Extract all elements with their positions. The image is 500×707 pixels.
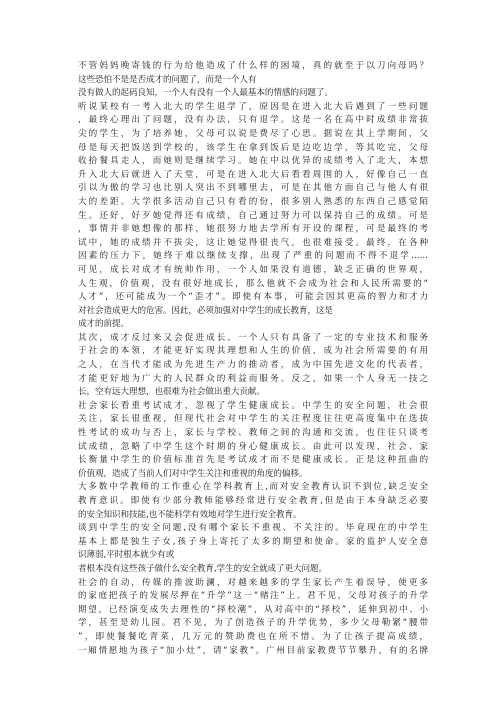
- text-line: 之人，在当代才能成为先进生产力的推动者，成为中国先进文化的代表者，: [78, 360, 428, 371]
- text-line: 不管妈妈晚寄钱的行为给他造成了什么样的困境，真的就至于以刀向母吗？: [78, 61, 428, 71]
- text-line: 价值观，造成了当前人们对中学生关注和重视的角度的偏移。: [78, 468, 308, 479]
- document-page: [78, 60, 428, 658]
- text-line: ，事情并非她想像的那样，她很努力地去学所有开设的课程，可是最终的考: [78, 224, 428, 235]
- text-line: 大多数中学教师的工作重心在学科教育上,而对安全教育认识不到位,缺乏安全: [78, 482, 428, 493]
- text-line: 听说某校有一考入北大的学生退学了，原因是在进入北大后遇到了一些问题: [78, 101, 428, 112]
- text-line: 因素的压力下，她终于难以继续支撑，出现了严重的问题而不得不退学……: [78, 251, 428, 262]
- text-line: ”，即使餐餐吃青菜，几万元的赞助费也在所不惜。为了让孩子提高成绩，: [78, 631, 428, 642]
- text-line: 教育意识。即使有少部分教师能够经常进行安全教育,但是由于本身缺乏必要: [78, 496, 428, 506]
- text-line: 的家庭把孩子的发展尽押在“升学”这一“赌注”上。君不见，父母对孩子的升学: [78, 591, 428, 602]
- text-line: 收拾餐具走人，而她则是继续学习。她在中以优异的成绩考入了北大，本想: [78, 156, 428, 167]
- text-line: 大的差距。大学很多活动自己只有看的份，很多别人熟悉的东西自己感觉陌: [78, 196, 428, 207]
- text-line: ，最终心理出了问题，没有办法，只有退学。这是一名在高中时成绩非常拔: [78, 115, 428, 126]
- text-line: 期望，已经演变成失去理性的“择校潮”，从对高中的“择校”，延伸到初中、小: [78, 604, 428, 615]
- text-line: 其次，成才反过来又会促进成长。一个人只有具备了一定的专业技术和服务: [78, 332, 428, 343]
- text-line: 成才的前提。: [78, 319, 129, 330]
- text-line: 没有做人的起码良知，一个人有没有一个人最基本的情感的问题了。: [78, 88, 333, 99]
- text-line: 升入北大后就进入了天堂，可是在进入北大后看看周围的人，好像自己一直: [78, 169, 428, 180]
- text-line: 社会家长看重考试成才，忽视了学生健康成长。中学生的安全问题，社会很: [78, 400, 428, 411]
- text-line: 试中，她的成绩并不拔尖，这让她觉得很丧气，也很难接受。最终，在各种: [78, 237, 428, 248]
- text-line: 可见，成长对成才有统帅作用，一个人如果没有道德，缺乏正确的世界观，: [78, 264, 428, 275]
- text-line: 引以为傲的学习也比别人突出不到哪里去，可是在其他方面自己与他人有很: [78, 183, 428, 194]
- text-line: 于社会的本领，才能更好实现其理想和人生的价值，成为社会所需要的有用: [78, 346, 428, 357]
- text-line: 性考试的成功与否上，家长与学校、教师之间的沟通和交流，也往往只谈考: [78, 428, 428, 439]
- text-line: 的安全知识和技能,也不能科学有效地对学生进行安全教育。: [78, 509, 302, 520]
- text-line: 尖的学生，为了培养她，父母可以说是费尽了心思。据说在其上学期间，父: [78, 128, 428, 139]
- text-line: 对社会造成更大的危害。因此，必须加强对中学生的成长教育，这是: [78, 305, 333, 316]
- text-line: 识薄弱,平时根本就少有或: [78, 550, 175, 561]
- text-line: 试成绩，忽略了中学生这个时期的身心健康成长。由此可以发现，社会、家: [78, 441, 428, 452]
- text-line: 才能更好地为广大的人民群众的利益而服务。反之，如果一个人身无一技之: [78, 373, 428, 384]
- text-line: 人生观，价值观，没有很好地成长，那么他就不会成为社会和人民所需要的“: [78, 278, 428, 289]
- text-line: 谈到中学生的安全问题,没有哪个家长不重视、不关注的。毕竟现在的中学生: [78, 523, 428, 534]
- text-line: 这些恐怕不是是否成才的问题了，而是一个人有: [78, 74, 257, 85]
- text-line: 关注，家长很重视，但现代社会对中学生的关注程度往往更高度集中在选拔: [78, 414, 428, 425]
- text-line: 一厢情愿地为孩子“加小灶”，请“家教”。广州目前家教费节节攀升，有的名牌: [78, 645, 428, 656]
- text-line: 社会的自动，传媒的推波助澜，对越来越多的学生家长产生着误导，使更多: [78, 577, 428, 588]
- text-line: 母是每天把饭送到学校的，该学生在拿到饭后是边吃边学，等其吃完，父母: [78, 142, 428, 153]
- text-line: 生。还好，好歹她觉得还有成绩，自己通过努力可以保持自己的成绩。可是: [78, 210, 428, 221]
- text-line: 者根本没有这些孩子做什么安全教育,学生的安全就成了更大问题。: [78, 563, 327, 574]
- text-line: 学，甚至是幼儿园。君不见，为了创造孩子的升学优势，多少父母勒紧“腰带: [78, 618, 428, 629]
- text-line: 人才”，还可能成为一个“歪才”。即使有本事，可能会因其更高的智力和才力: [78, 292, 428, 303]
- text-line: 基本上都是独生子女,孩子身上寄托了太多的期望和使命。家的监护人安全意: [78, 536, 428, 547]
- text-line: 长衡量中学生的价值标准首先是考试成才而不是健康成长。正是这种扭曲的: [78, 455, 428, 466]
- text-line: 长，空有远大理想，也很难为社会做出重大贡献。: [78, 387, 265, 398]
